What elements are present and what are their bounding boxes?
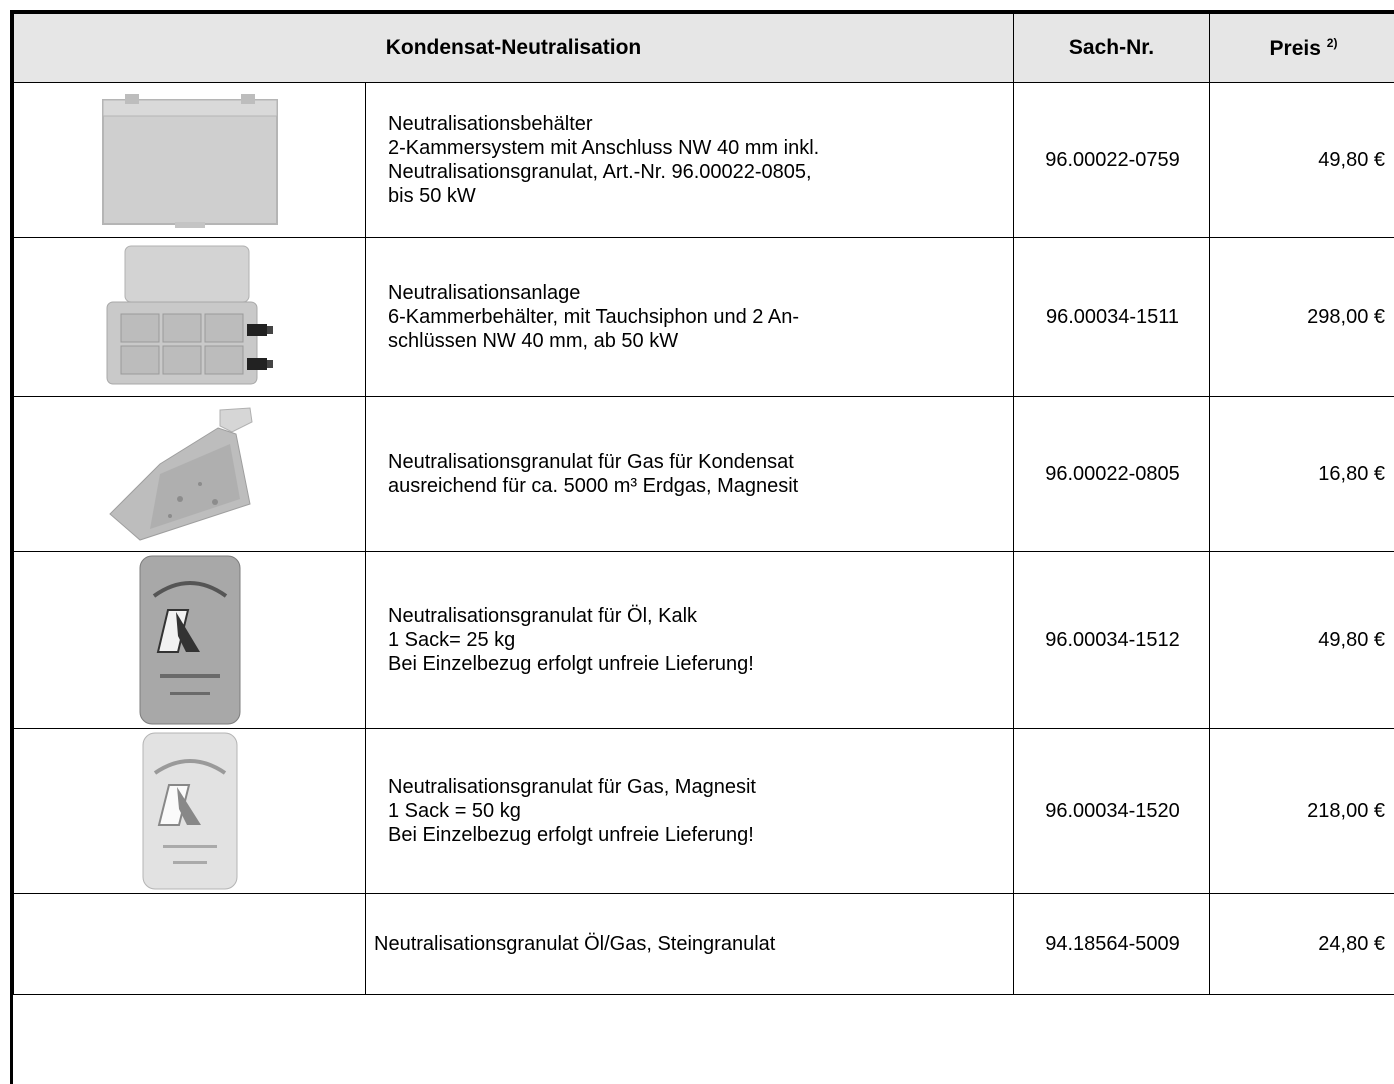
product-description xyxy=(366,894,1014,995)
product-image-cell xyxy=(14,894,366,995)
product-description xyxy=(366,238,1014,397)
price-cell: 298,00 € xyxy=(1210,238,1394,397)
sach-nr-header: Sach-Nr. xyxy=(1014,14,1210,83)
preis-header-label: Preis xyxy=(1269,36,1321,60)
description-line: schlüssen NW 40 mm, ab 50 kW xyxy=(388,330,679,352)
description-line: 2-Kammersystem mit Anschluss NW 40 mm inkl. xyxy=(388,137,820,159)
description-line: Neutralisationsanlage xyxy=(388,282,581,304)
description-line: 6-Kammerbehälter, mit Tauchsiphon und 2 An- xyxy=(388,306,799,328)
table-row xyxy=(14,83,1394,238)
description-line: Bei Einzelbezug erfolgt unfreie Lieferung! xyxy=(388,824,754,846)
description-line: 1 Sack= 25 kg xyxy=(388,629,516,651)
table-row xyxy=(14,397,1394,552)
description-line: Neutralisationsgranulat Öl/Gas, Steingranulat xyxy=(374,933,776,955)
price-cell: 218,00 € xyxy=(1210,729,1394,894)
sach-nr-cell: 96.00022-0805 xyxy=(1014,397,1210,552)
description-line: ausreichend für ca. 5000 m³ Erdgas, Magnesit xyxy=(388,475,799,497)
price-cell: 49,80 € xyxy=(1210,552,1394,729)
description-line: Neutralisationsgranulat, Art.-Nr. 96.00022-0805, xyxy=(388,161,812,183)
product-description xyxy=(366,552,1014,729)
price-cell: 49,80 € xyxy=(1210,83,1394,238)
table-row xyxy=(14,238,1394,397)
product-description xyxy=(366,83,1014,238)
product-image-cell xyxy=(14,397,366,552)
container-2-chamber-image xyxy=(95,90,285,230)
sach-nr-cell: 96.00022-0759 xyxy=(1014,83,1210,238)
description-line: Neutralisationsgranulat für Gas, Magnesit xyxy=(388,776,756,798)
product-description xyxy=(366,729,1014,894)
table-row xyxy=(14,729,1394,894)
table-row xyxy=(14,552,1394,729)
granulate-bag-image xyxy=(100,404,280,544)
description-line: Neutralisationsbehälter xyxy=(388,113,593,135)
description-line: Neutralisationsgranulat für Öl, Kalk xyxy=(388,605,698,627)
description-line: Bei Einzelbezug erfolgt unfreie Lieferung! xyxy=(388,653,754,675)
sach-nr-cell: 96.00034-1520 xyxy=(1014,729,1210,894)
description-line: Neutralisationsgranulat für Gas für Kondensat xyxy=(388,451,794,473)
price-table xyxy=(13,13,1394,995)
preis-footnote: 2) xyxy=(1326,35,1338,50)
sach-nr-cell: 94.18564-5009 xyxy=(1014,894,1210,995)
product-description xyxy=(366,397,1014,552)
product-image-cell xyxy=(14,729,366,894)
price-cell: 24,80 € xyxy=(1210,894,1394,995)
table-header-row xyxy=(14,14,1394,83)
product-image-cell xyxy=(14,552,366,729)
price-table-frame xyxy=(10,10,1394,1084)
sach-nr-cell: 96.00034-1511 xyxy=(1014,238,1210,397)
table-title: Kondensat-Neutralisation xyxy=(14,14,1014,83)
sach-nr-cell: 96.00034-1512 xyxy=(1014,552,1210,729)
sack-light-image xyxy=(135,729,245,893)
product-image-cell xyxy=(14,238,366,397)
description-line: 1 Sack = 50 kg xyxy=(388,800,521,822)
preis-header xyxy=(1210,14,1394,83)
container-6-chamber-image xyxy=(95,242,285,392)
product-image-cell xyxy=(14,83,366,238)
table-row xyxy=(14,894,1394,995)
sack-dark-image xyxy=(130,552,250,728)
price-cell: 16,80 € xyxy=(1210,397,1394,552)
description-line: bis 50 kW xyxy=(388,185,476,207)
